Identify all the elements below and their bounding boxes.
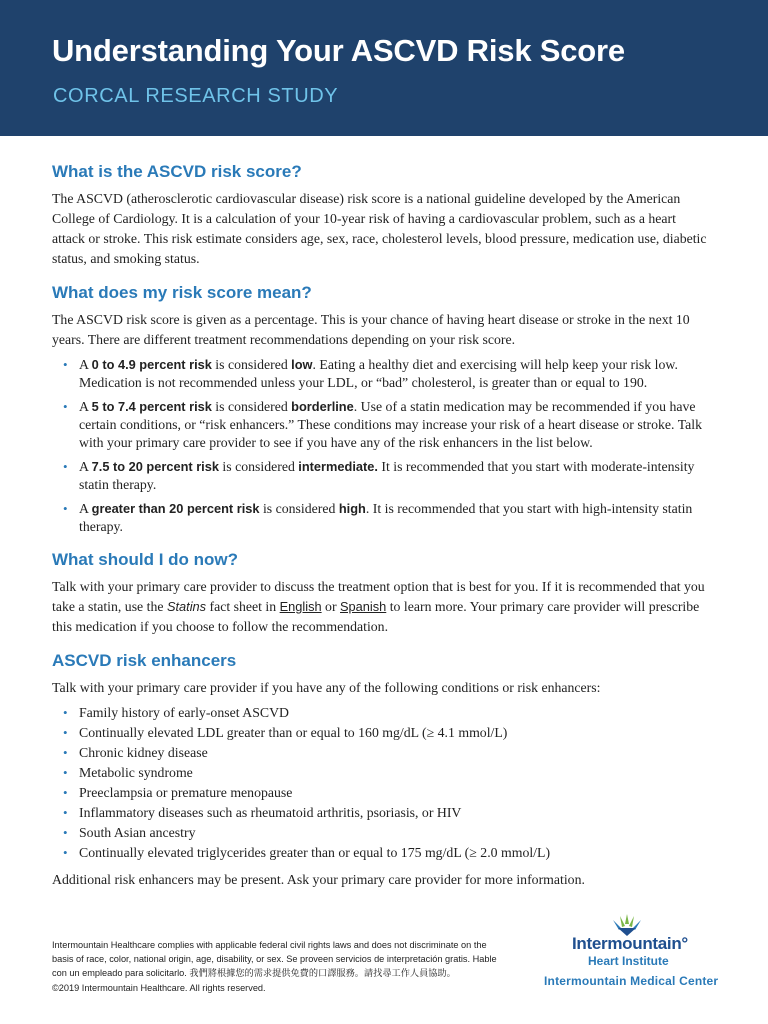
paragraph-enhancers-closing: Additional risk enhancers may be present. Ask your primary care provider for more information. — [52, 872, 585, 887]
copyright-text: ©2019 Intermountain Healthcare. All rights reserved. — [52, 983, 266, 993]
list-item: • Preeclampsia or premature menopause — [52, 784, 710, 802]
heart-institute-logo-icon — [607, 912, 647, 936]
logo-subtitle: Heart Institute — [588, 954, 669, 968]
main-content — [52, 162, 710, 904]
paragraph-risk-mean: The ASCVD risk score is given as a percentage. This is your chance of having heart disease or stroke in the next 10 years. There are different treatment recommendations depending on your risk score. — [52, 312, 690, 347]
header-banner — [0, 0, 768, 136]
risk-level-intermediate: • A 7.5 to 20 percent risk is considered intermediate. It is recommended that you start with moderate-intensity statin therapy. — [52, 458, 710, 494]
paragraph-what-now: Talk with your primary care provider to discuss the treatment option that is best for you. If it is recommended that you take a statin, use the Statins fact sheet in English or Spanish to learn more. Your primary care provider will prescribe this medication if you choose to follow the recommendation. — [52, 579, 705, 634]
paragraph-what-is: The ASCVD (atherosclerotic cardiovascular disease) risk score is a national guideline developed by the American College of Cardiology. It is a calculation of your 10-year risk of having a cardiovascular problem, such as a heart attack or stroke. This risk estimate considers age, sex, race, cholesterol levels, blood pressure, medication use, diabetic status, and smoking status. — [52, 191, 707, 266]
risk-level-list — [52, 356, 710, 536]
list-item: • Chronic kidney disease — [52, 744, 710, 762]
english-link[interactable]: English — [279, 599, 322, 614]
compliance-notice: Intermountain Healthcare complies with applicable federal civil rights laws and does not discriminate on the basis of race, color, national origin, age, disability, or sex. Se proveen servicios de interpretación gratis. Hable con un empleado para solicitarlo. 我們將根據您的需求提供免費的口譯服務。請找尋工作人員協助。 — [52, 940, 497, 978]
statins-title: Statins — [166, 599, 207, 614]
section-what-now — [52, 550, 710, 637]
section-what-is — [52, 162, 710, 269]
risk-level-borderline: • A 5 to 7.4 percent risk is considered borderline. Use of a statin medication may be recommended if you have certain conditions, or “risk enhancers.” These conditions may increase your risk of a heart disease or stroke. Talk with your primary care provider to see if you have any of the risk enhancers in the list below. — [52, 398, 710, 452]
section-risk-enhancers — [52, 651, 710, 890]
section-heading-risk-mean: What does my risk score mean? — [52, 283, 312, 302]
list-item: • Continually elevated triglycerides greater than or equal to 175 mg/dL (≥ 2.0 mmol/L) — [52, 844, 710, 862]
page-title: Understanding Your ASCVD Risk Score — [52, 33, 625, 68]
section-heading-what-now: What should I do now? — [52, 550, 239, 569]
paragraph-enhancers-intro: Talk with your primary care provider if you have any of the following conditions or risk enhancers: — [52, 680, 601, 695]
section-risk-mean — [52, 283, 710, 536]
logo-name: Intermountain° — [572, 934, 688, 953]
list-item: • Metabolic syndrome — [52, 764, 710, 782]
risk-level-low: • A 0 to 4.9 percent risk is considered low. Eating a healthy diet and exercising will help keep your risk low. Medication is not recommended unless your LDL, or “bad” cholesterol, is greater than or equal to 190. — [52, 356, 710, 392]
footer-legal — [52, 938, 510, 995]
list-item: • South Asian ancestry — [52, 824, 710, 842]
risk-level-high: • A greater than 20 percent risk is considered high. It is recommended that you start with high-intensity statin therapy. — [52, 500, 710, 536]
medical-center-name: Intermountain Medical Center — [544, 974, 719, 988]
page-subtitle: CORCAL RESEARCH STUDY — [53, 85, 339, 107]
risk-enhancer-list — [52, 704, 710, 862]
section-heading-risk-enhancers: ASCVD risk enhancers — [52, 651, 237, 670]
intermountain-logo — [540, 912, 730, 992]
section-heading-what-is: What is the ASCVD risk score? — [52, 162, 302, 181]
list-item: • Continually elevated LDL greater than or equal to 160 mg/dL (≥ 4.1 mmol/L) — [52, 724, 710, 742]
list-item: • Family history of early-onset ASCVD — [52, 704, 710, 722]
list-item: • Inflammatory diseases such as rheumatoid arthritis, psoriasis, or HIV — [52, 804, 710, 822]
spanish-link[interactable]: Spanish — [340, 599, 387, 614]
